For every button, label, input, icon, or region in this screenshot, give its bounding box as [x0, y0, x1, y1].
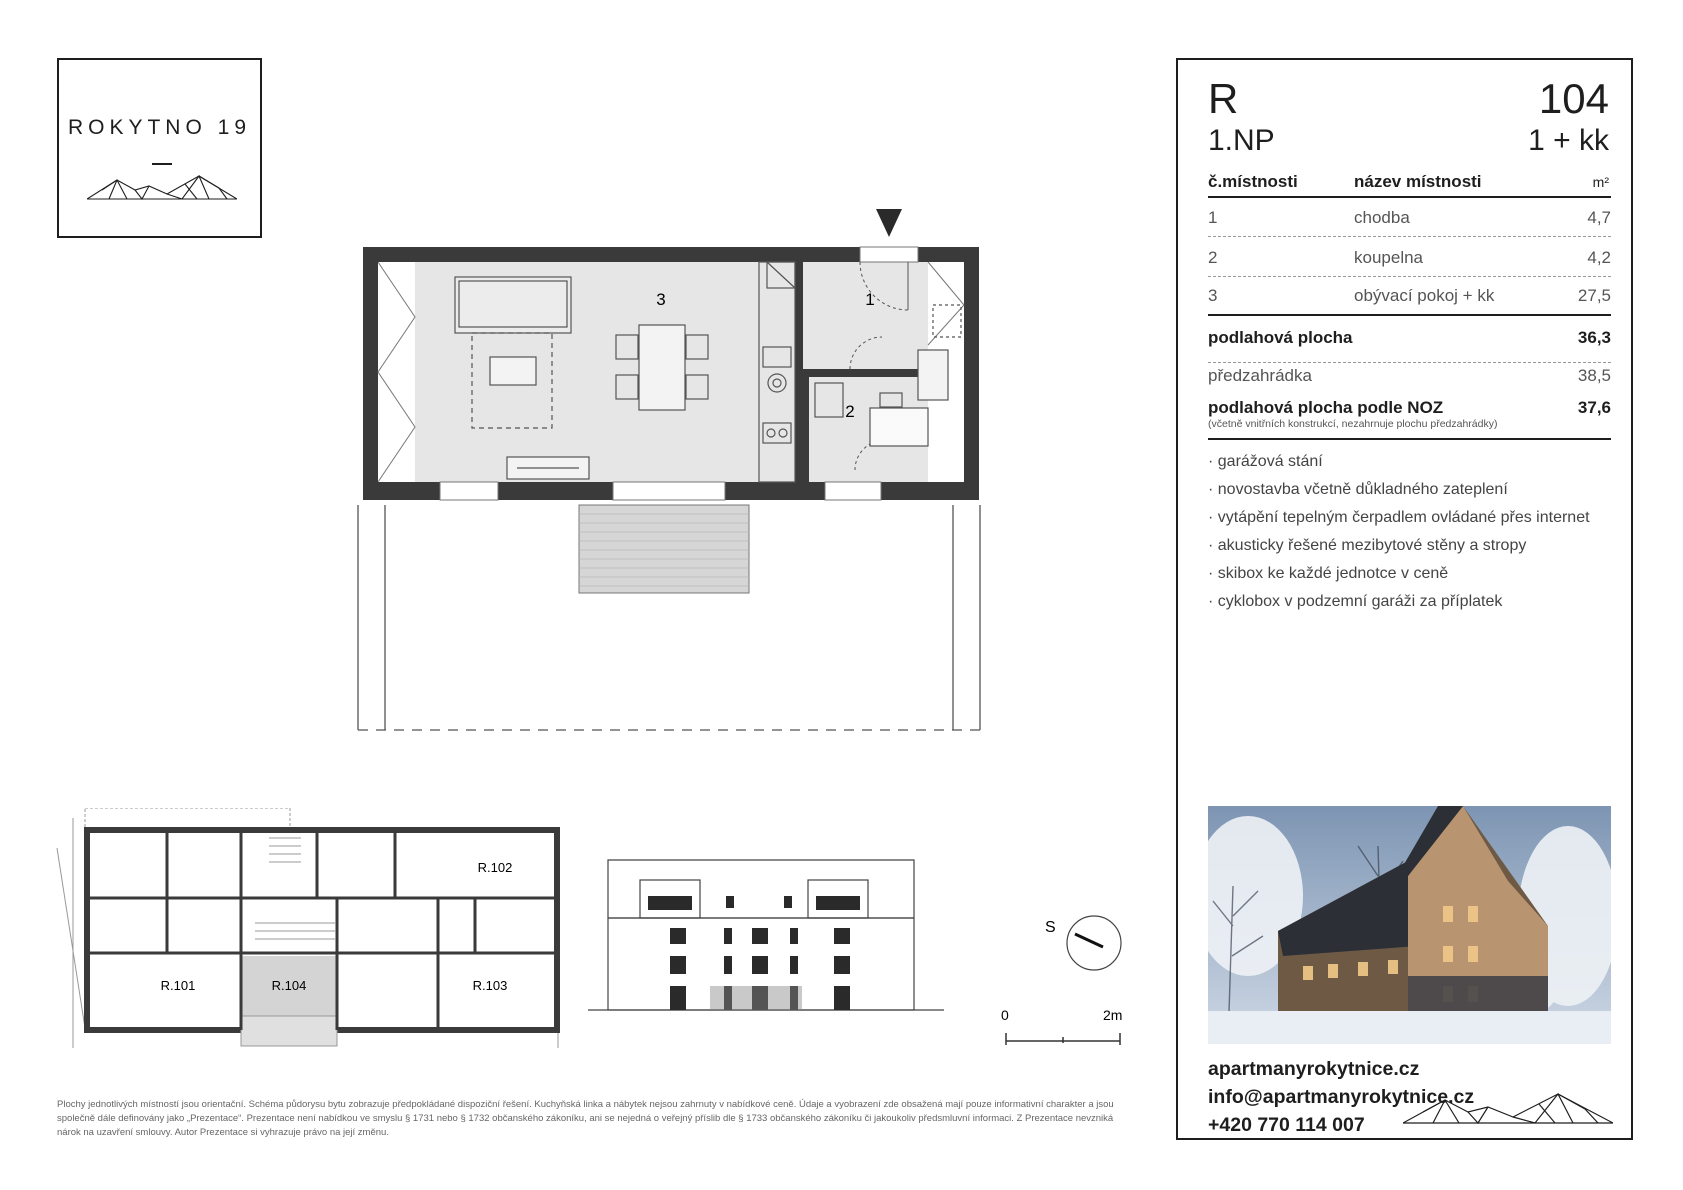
room-1-label: 1 — [865, 290, 875, 309]
room-1-area — [803, 262, 928, 369]
logo — [57, 58, 262, 238]
room-name: koupelna — [1354, 248, 1424, 267]
table-row — [1208, 198, 1611, 237]
garden-area-label: předzahrádka — [1208, 366, 1312, 385]
room-3-label: 3 — [656, 290, 666, 309]
building-letter: R — [1208, 75, 1239, 122]
column-header-number: č.místnosti — [1208, 172, 1298, 191]
mountain-footer-icon — [1403, 1090, 1613, 1124]
list-item: · akusticky řešené mezibytové stěny a stropy — [1208, 537, 1527, 554]
unit-floor: 1.NP — [1208, 124, 1275, 157]
room-name: chodba — [1354, 208, 1410, 227]
email-link[interactable]: info@apartmanyrokytnice.cz — [1208, 1086, 1475, 1108]
logo-divider — [152, 163, 172, 165]
room-area: 27,5 — [1577, 286, 1611, 305]
site-unit-label-r102: R.102 — [477, 860, 513, 875]
scale-end-label: 2m — [1103, 1007, 1123, 1023]
room-2-label: 2 — [845, 402, 855, 421]
unit-info-panel — [1176, 58, 1633, 1140]
garden-area-value: 38,5 — [1577, 366, 1611, 385]
floor-area-row — [1208, 328, 1611, 363]
table-row — [1208, 276, 1611, 316]
website-link[interactable]: apartmanyrokytnice.cz — [1208, 1058, 1420, 1080]
phone-link[interactable]: +420 770 114 007 — [1208, 1114, 1365, 1136]
scale-bar — [996, 1005, 1136, 1050]
table-row — [1208, 238, 1611, 277]
floor-plan — [355, 205, 985, 735]
building-render-image — [1208, 806, 1611, 1044]
list-item: · cyklobox v podzemní garáži za příplatek — [1208, 593, 1503, 610]
list-item: · skibox ke každé jednotce v ceně — [1208, 565, 1449, 582]
unit-layout: 1 + kk — [1528, 124, 1609, 157]
site-plan — [55, 808, 560, 1048]
floor-area-value: 36,3 — [1577, 328, 1611, 347]
site-unit-label-r103: R.103 — [472, 978, 508, 993]
logo-text: ROKYTNO 19 — [67, 116, 252, 139]
table-footer-rule — [1208, 438, 1611, 440]
noz-area-value: 37,6 — [1577, 398, 1611, 417]
scale-start-label: 0 — [1001, 1007, 1009, 1023]
noz-area-row — [1208, 398, 1611, 418]
list-item: · garážová stání — [1208, 453, 1323, 470]
compass-north-label: S — [1045, 919, 1056, 936]
noz-note: (včetně vnitřních konstrukcí, nezahrnuje plochu předzahrádky) — [1208, 418, 1498, 430]
garden-area-row — [1208, 364, 1611, 396]
room-number: 3 — [1208, 286, 1218, 305]
noz-area-label: podlahová plocha podle NOZ — [1208, 398, 1444, 417]
room-number: 1 — [1208, 208, 1218, 227]
mountain-logo-icon — [87, 172, 237, 200]
room-area: 4,7 — [1587, 208, 1611, 227]
column-header-name: název místnosti — [1354, 172, 1482, 191]
room-area: 4,2 — [1587, 248, 1611, 267]
feature-list — [1208, 448, 1590, 616]
column-header-area: m² — [1592, 174, 1609, 190]
room-name: obývací pokoj + kk — [1354, 286, 1495, 305]
list-item: · novostavba včetně důkladného zateplení — [1208, 481, 1508, 498]
site-unit-label-r101: R.101 — [160, 978, 196, 993]
terrace-deck — [579, 505, 749, 593]
site-unit-label-r104: R.104 — [271, 978, 307, 993]
floor-area-label: podlahová plocha — [1208, 328, 1353, 347]
building-elevation — [588, 858, 948, 1018]
unit-number: 104 — [1538, 75, 1609, 122]
entrance-arrow-icon — [876, 209, 902, 237]
list-item: · vytápění tepelným čerpadlem ovládané přes internet — [1208, 509, 1590, 526]
legal-disclaimer: Plochy jednotlivých místností jsou orientační. Schéma půdorysu bytu zobrazuje předpokládané dispoziční řešení. Kuchyňská linka a nábytek nejsou zahrnuty v nabídkové ceně. Údaje a vyobrazení zde obsažená mají pouze informativní charakter a jsou společně dále definovány jako „Prezentace“. Prezentace není nabídkou ve smyslu § 1731 nebo § 1732 občanského zákoníku, ani se nejedná o veřejný příslib dle § 1733 občanského zákoníku či jakoukoliv předsmluvní informaci. Z Prezentace nevzniká nárok na uzavření smlouvy. Autor Prezentace si vyhrazuje právo na její změnu. — [57, 1099, 1114, 1138]
room-number: 2 — [1208, 248, 1218, 267]
compass-icon — [1035, 910, 1125, 980]
